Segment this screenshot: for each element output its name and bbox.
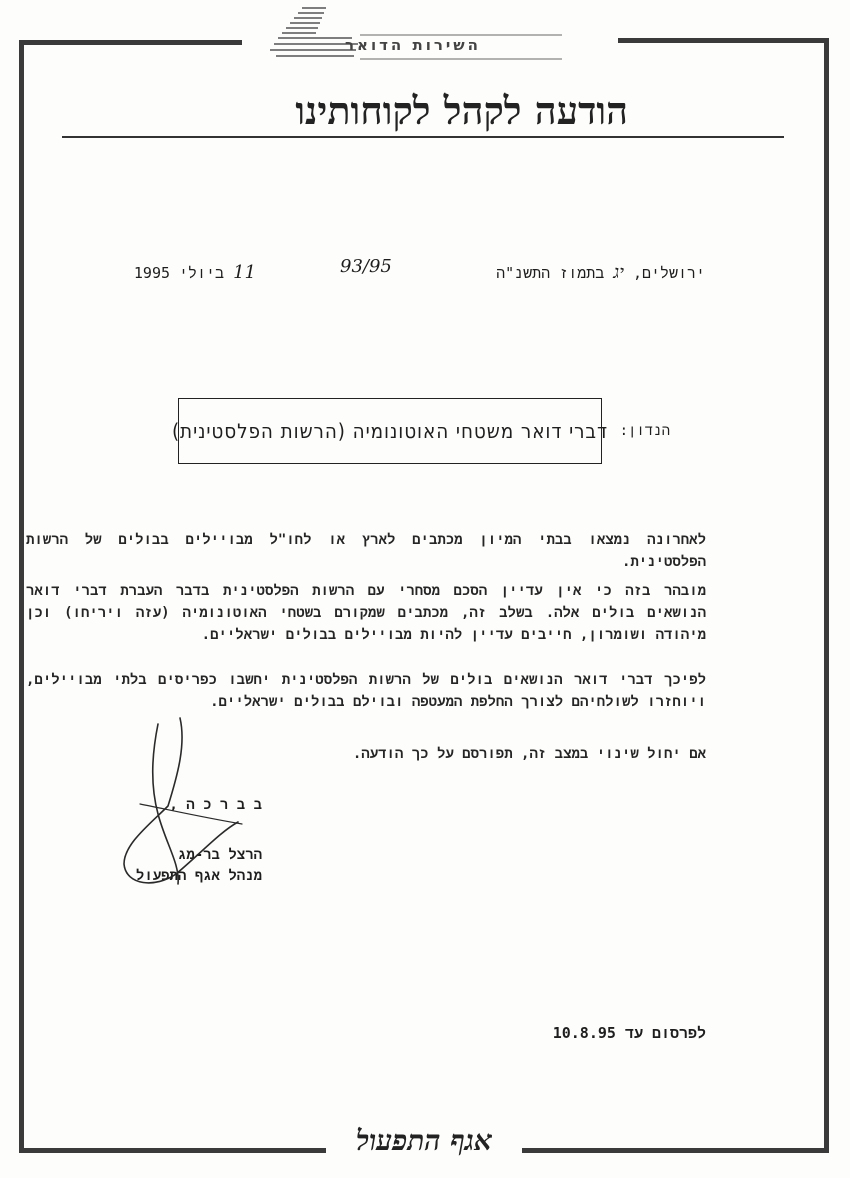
paragraph-4: אם יחול שינוי במצב זה, תפורסם על כך הודעה. (352, 746, 706, 762)
footer-department: אגף התפעול (356, 1124, 492, 1157)
page-frame-top-right (618, 38, 829, 43)
signatory-title: מנהל אגף התפעול (135, 868, 262, 884)
page-frame-top-left (19, 40, 242, 45)
notice-title: הודעה לקהל לקוחותינו (295, 88, 628, 133)
paragraph-2: מובהר בזה כי אין עדיין הסכם מסחרי עם הרשות הפלסטינית בדבר העברת דברי דואר הנושאים בולים אלה. בשלב זה, מכתבים שמקורם בשטחי האוטונומיה (עזה ויריחו) וכן מיהודה ושומרון, חייבים עדיין להיות מבויילים בבולים ישראליים. (26, 583, 706, 643)
publish-label: לפרסום עד (624, 1024, 706, 1042)
handwritten-signature (110, 714, 250, 894)
subject-text: דברי דואר משטחי האוטונומיה (הרשות הפלסטינית) (172, 419, 608, 443)
place-date (496, 262, 705, 283)
page-frame-bottom-left (19, 1148, 326, 1153)
org-name: השירות הדואר (345, 36, 481, 54)
closing: ב ב ר כ ה , (169, 797, 262, 813)
gregorian-day: 11 (233, 262, 256, 283)
publish-date: 10.8.95 (552, 1024, 616, 1042)
postal-logo (262, 4, 574, 64)
gregorian-date (134, 262, 256, 283)
gregorian-date-rest: ביולי 1995 (133, 264, 225, 282)
signatory-name: הרצל בר-מג (177, 847, 262, 863)
page-frame-left (19, 40, 24, 1152)
subject-box (172, 398, 608, 464)
paragraph-3: לפיכך דברי דואר הנושאים בולים של הרשות הפלסטינית יחשבו כפריסים בלתי מבויילים, ויוחזרו לשולחיהם לצורך החלפת המעטפה ובוילם בבולים ישראליים. (26, 672, 706, 710)
hebrew-day: יג (613, 262, 624, 283)
subject-label: הנדון: (619, 423, 670, 439)
reference-number: 93/95 (340, 256, 392, 277)
page-frame-right (824, 40, 829, 1152)
title-divider (62, 136, 784, 138)
hebrew-date: בתמוז התשנ"ה (496, 264, 605, 282)
publish-until (553, 1024, 706, 1043)
paragraph-1: לאחרונה נמצאו בבתי המיון מכתבים לארץ או לחו"ל מבויילים בבולים של הרשות הפלסטינית. (26, 532, 706, 570)
place: ירושלים, (632, 264, 705, 282)
page-frame-bottom-right (522, 1148, 829, 1153)
